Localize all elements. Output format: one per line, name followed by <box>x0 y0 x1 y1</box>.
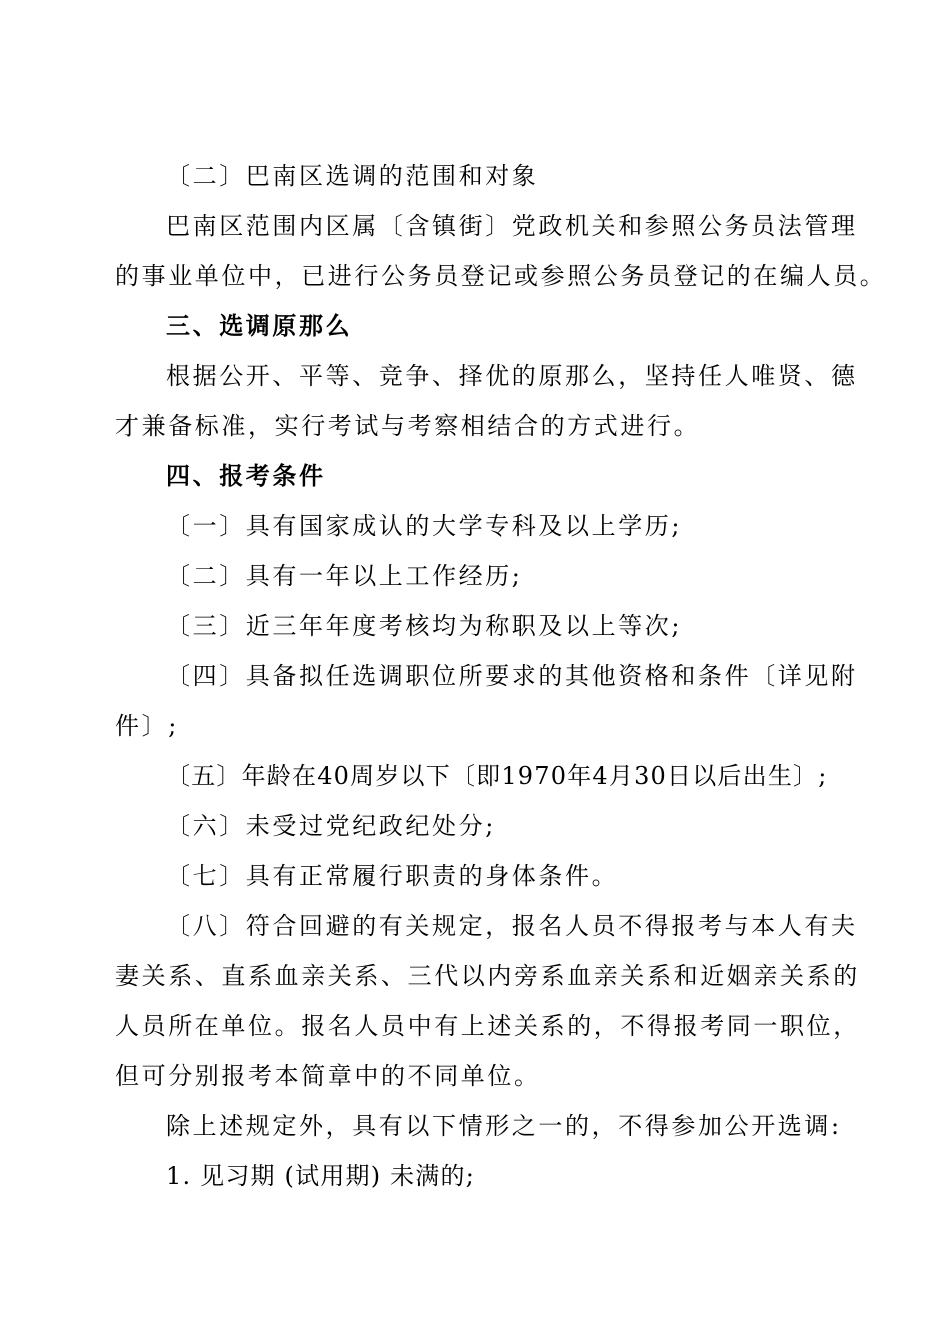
exclusion-item-1: 1. 见习期 (试用期) 未满的; <box>166 1162 475 1190</box>
section-heading-principles: 三、选调原那么 <box>166 311 353 340</box>
condition-item-4-line-1: 〔四〕具备拟任选调职位所要求的其他资格和条件〔详见附 <box>166 662 858 690</box>
condition-item-8-line-4: 但可分别报考本简章中的不同单位。 <box>115 1062 541 1090</box>
paragraph-principles-line-1: 根据公开、平等、竞争、择优的原那么，坚持任人唯贤、德 <box>166 362 858 390</box>
subsection-heading-scope: 〔二〕巴南区选调的范围和对象 <box>166 162 539 190</box>
exclusion-intro: 除上述规定外，具有以下情形之一的，不得参加公开选调: <box>166 1112 842 1140</box>
condition-item-7: 〔七〕具有正常履行职责的身体条件。 <box>166 862 619 890</box>
condition-item-3: 〔三〕近三年年度考核均为称职及以上等次; <box>166 612 683 640</box>
condition-item-8-line-3: 人员所在单位。报名人员中有上述关系的，不得报考同一职位， <box>115 1012 860 1040</box>
condition-item-8-line-1: 〔八〕符合回避的有关规定，报名人员不得报考与本人有夫 <box>166 912 858 940</box>
condition-item-8-line-2: 妻关系、直系血亲关系、三代以内旁系血亲关系和近姻亲关系的 <box>115 962 860 990</box>
section-heading-conditions: 四、报考条件 <box>166 461 326 490</box>
paragraph-scope-line-1: 巴南区范围内区属〔含镇街〕党政机关和参照公务员法管理 <box>166 212 858 240</box>
condition-item-5: 〔五〕年龄在40周岁以下〔即1970年4月30日以后出生〕; <box>166 762 828 790</box>
condition-item-6: 〔六〕未受过党纪政纪处分; <box>166 812 496 840</box>
condition-item-4-line-2: 件〕; <box>115 712 179 740</box>
condition-item-2: 〔二〕具有一年以上工作经历; <box>166 562 523 590</box>
paragraph-principles-line-2: 才兼备标准，实行考试与考察相结合的方式进行。 <box>115 412 701 440</box>
paragraph-scope-line-2: 的事业单位中，已进行公务员登记或参照公务员登记的在编人员。 <box>115 262 887 290</box>
condition-item-1: 〔一〕具有国家成认的大学专科及以上学历; <box>166 512 683 540</box>
